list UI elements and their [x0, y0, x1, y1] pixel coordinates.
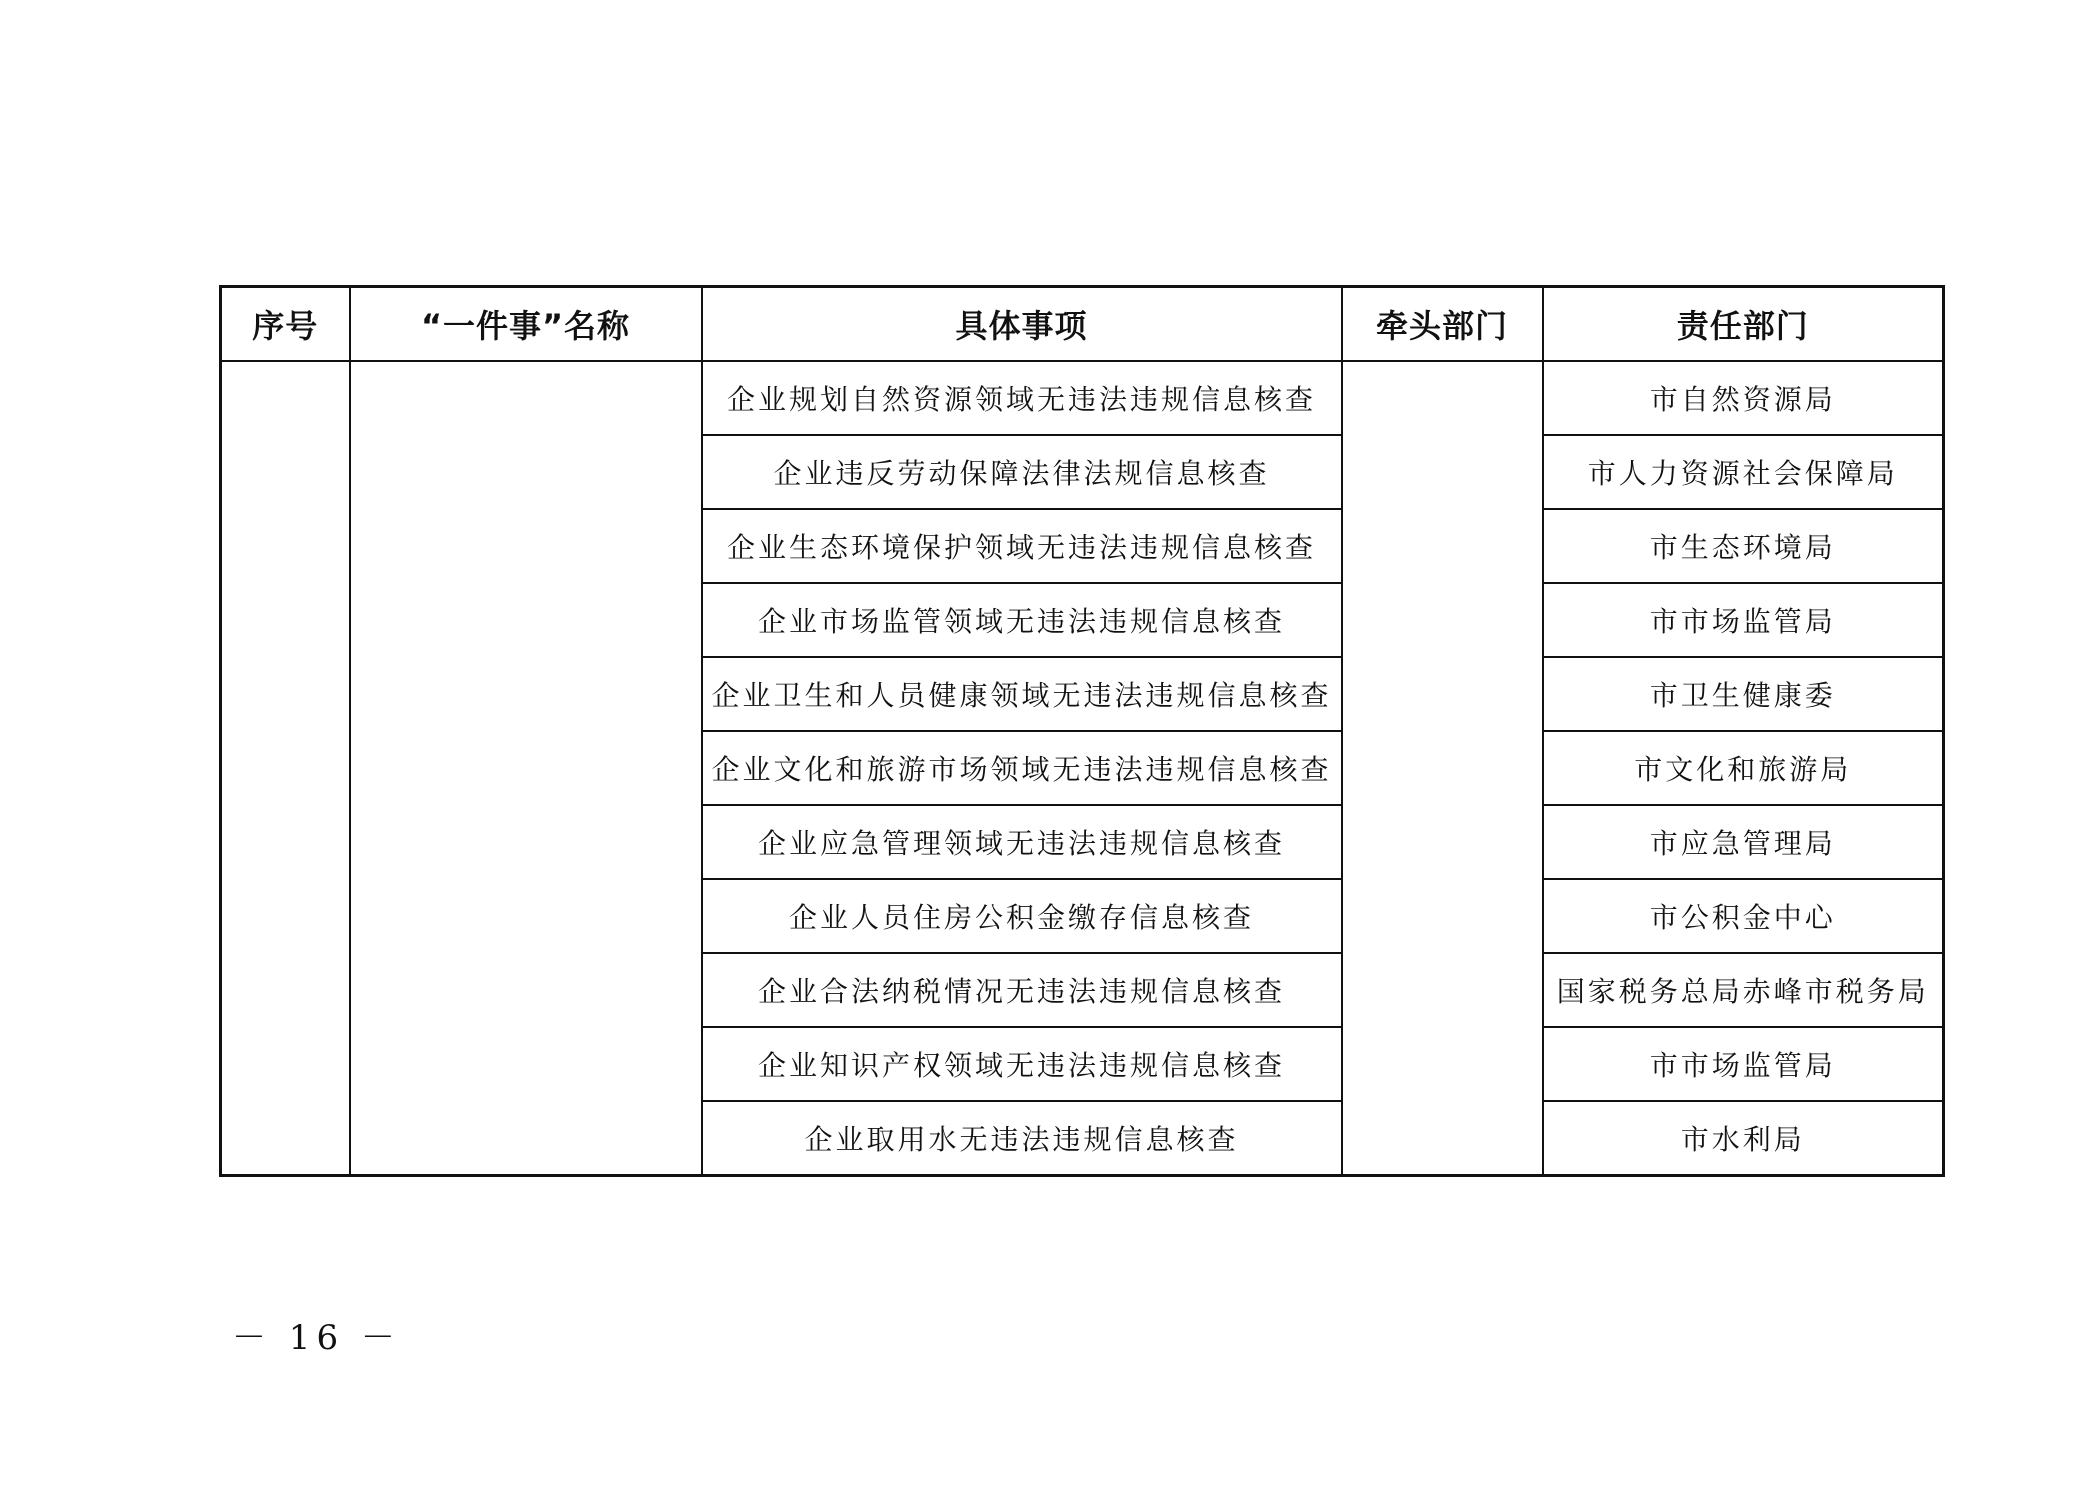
- header-name: “一件事”名称: [350, 287, 702, 362]
- cell-item: 企业合法纳税情况无违法违规信息核查: [702, 953, 1342, 1027]
- cell-item: 企业市场监管领域无违法违规信息核查: [702, 583, 1342, 657]
- page-number: － 16 －: [232, 1318, 401, 1358]
- cell-name: [350, 361, 702, 1176]
- cell-item: 企业卫生和人员健康领域无违法违规信息核查: [702, 657, 1342, 731]
- cell-item: 企业规划自然资源领域无违法违规信息核查: [702, 361, 1342, 435]
- table-row: [221, 361, 1944, 435]
- cell-item: 企业取用水无违法违规信息核查: [702, 1101, 1342, 1176]
- cell-resp: 国家税务总局赤峰市税务局: [1543, 953, 1944, 1027]
- table-header-row: [221, 287, 1944, 362]
- cell-lead: [1342, 361, 1543, 1176]
- cell-resp: 市人力资源社会保障局: [1543, 435, 1944, 509]
- cell-resp: 市文化和旅游局: [1543, 731, 1944, 805]
- cell-seq: [221, 361, 350, 1176]
- cell-resp: 市市场监管局: [1543, 1027, 1944, 1101]
- header-lead: 牵头部门: [1342, 287, 1543, 362]
- cell-item: 企业违反劳动保障法律法规信息核查: [702, 435, 1342, 509]
- header-seq: 序号: [221, 287, 350, 362]
- cell-item: 企业文化和旅游市场领域无违法违规信息核查: [702, 731, 1342, 805]
- cell-resp: 市应急管理局: [1543, 805, 1944, 879]
- cell-item: 企业生态环境保护领域无违法违规信息核查: [702, 509, 1342, 583]
- matters-table: [219, 285, 1945, 1177]
- cell-resp: 市自然资源局: [1543, 361, 1944, 435]
- cell-resp: 市水利局: [1543, 1101, 1944, 1176]
- cell-item: 企业人员住房公积金缴存信息核查: [702, 879, 1342, 953]
- cell-resp: 市生态环境局: [1543, 509, 1944, 583]
- cell-resp: 市卫生健康委: [1543, 657, 1944, 731]
- cell-resp: 市公积金中心: [1543, 879, 1944, 953]
- cell-item: 企业知识产权领域无违法违规信息核查: [702, 1027, 1342, 1101]
- cell-resp: 市市场监管局: [1543, 583, 1944, 657]
- header-resp: 责任部门: [1543, 287, 1944, 362]
- header-item: 具体事项: [702, 287, 1342, 362]
- cell-item: 企业应急管理领域无违法违规信息核查: [702, 805, 1342, 879]
